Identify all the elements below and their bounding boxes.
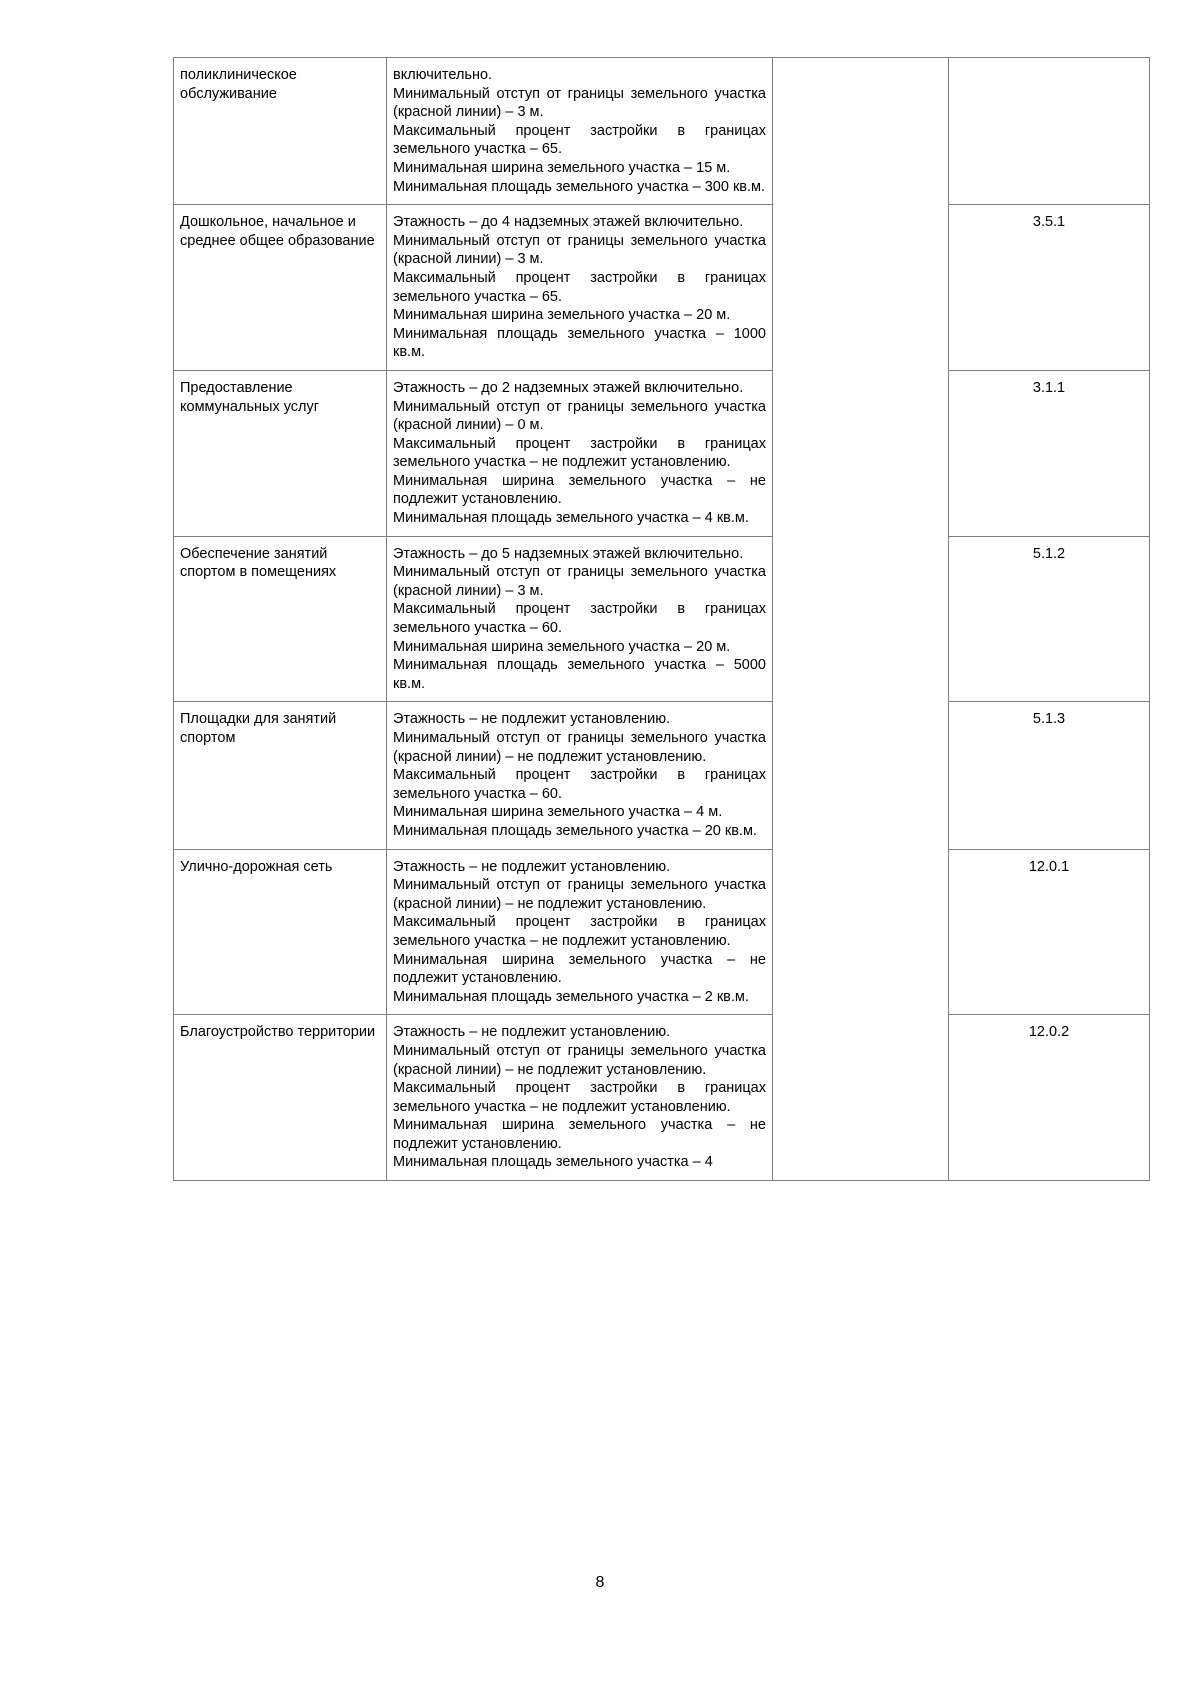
use-code-cell: 12.0.1 (949, 849, 1150, 1015)
empty-cell (773, 370, 949, 536)
land-use-name-cell: поликлиническое обслуживание (174, 58, 387, 205)
parameter-line: Минимальный отступ от границы земельного участка (красной линии) – 3 м. (393, 85, 766, 121)
land-use-name-cell: Предоставление коммунальных услуг (174, 370, 387, 536)
parameter-line: Максимальный процент застройки в границах земельного участка – не подлежит установлению. (393, 914, 766, 949)
parameter-line: Минимальная площадь земельного участка – 1000 кв.м. (393, 325, 766, 361)
table-row (174, 205, 1150, 371)
parameter-line: Этажность – не подлежит установлению. (393, 1024, 671, 1041)
parameter-line: Минимальная ширина земельного участка – 20 м. (393, 307, 731, 324)
parameter-line: Максимальный процент застройки в границах земельного участка – 60. (393, 601, 766, 637)
parameters-cell (387, 58, 773, 205)
parameter-line: Минимальный отступ от границы земельного участка (красной линии) – 0 м. (393, 398, 766, 434)
parameter-line: Максимальный процент застройки в границах земельного участка – 65. (393, 269, 766, 305)
parameter-line: Этажность – до 4 надземных этажей включительно. (393, 214, 744, 231)
parameters-cell (387, 702, 773, 849)
parameter-line: Минимальный отступ от границы земельного участка (красной линии) – 3 м. (393, 564, 766, 599)
parameter-line: Минимальная ширина земельного участка – 4 м. (393, 804, 723, 821)
use-code-cell (949, 58, 1150, 205)
empty-cell (773, 536, 949, 702)
parameter-line: Этажность – не подлежит установлению. (393, 858, 671, 875)
parameters-cell (387, 849, 773, 1015)
table-row (174, 702, 1150, 849)
table-body (174, 58, 1150, 1181)
parameters-cell (387, 205, 773, 371)
use-code-cell: 5.1.2 (949, 536, 1150, 702)
parameter-line: Минимальная ширина земельного участка – не подлежит установлению. (393, 472, 766, 508)
parameter-line: Этажность – до 5 надземных этажей включительно. (393, 545, 744, 562)
zoning-parameters-table (173, 57, 1150, 1181)
parameter-line: Минимальная площадь земельного участка – 20 кв.м. (393, 822, 757, 839)
parameter-line: включительно. (393, 67, 493, 83)
parameter-line: Минимальный отступ от границы земельного участка (красной линии) – не подлежит установлению. (393, 877, 766, 912)
parameters-cell (387, 1015, 773, 1181)
empty-cell (773, 702, 949, 849)
land-use-name-cell: Улично-дорожная сеть (174, 849, 387, 1015)
parameters-cell (387, 370, 773, 536)
parameter-line: Минимальный отступ от границы земельного участка (красной линии) – не подлежит установлению. (393, 730, 766, 765)
table-row (174, 1015, 1150, 1181)
parameter-line: Этажность – не подлежит установлению. (393, 711, 671, 728)
parameter-line: Минимальная ширина земельного участка – 20 м. (393, 638, 731, 655)
parameter-line: Минимальная площадь земельного участка – 4 кв.м. (393, 510, 749, 527)
empty-cell (773, 205, 949, 371)
table-row (174, 849, 1150, 1015)
land-use-name-cell: Благоустройство территории (174, 1015, 387, 1181)
parameter-line: Максимальный процент застройки в границах земельного участка – 60. (393, 767, 766, 802)
table-row (174, 536, 1150, 702)
parameter-line: Максимальный процент застройки в границах земельного участка – 65. (393, 122, 766, 158)
parameter-line: Минимальная площадь земельного участка – 4 (393, 1154, 713, 1171)
parameter-line: Максимальный процент застройки в границах земельного участка – не подлежит установлению. (393, 435, 766, 471)
use-code-cell: 3.1.1 (949, 370, 1150, 536)
empty-cell (773, 58, 949, 205)
land-use-name-cell: Площадки для занятий спортом (174, 702, 387, 849)
parameter-line: Минимальный отступ от границы земельного участка (красной линии) – 3 м. (393, 232, 766, 268)
parameter-line: Минимальный отступ от границы земельного участка (красной линии) – не подлежит установлению. (393, 1042, 766, 1078)
use-code-cell: 5.1.3 (949, 702, 1150, 849)
page-number: 8 (595, 1574, 605, 1591)
land-use-name-cell: Дошкольное, начальное и среднее общее образование (174, 205, 387, 371)
parameter-line: Минимальная площадь земельного участка – 5000 кв.м. (393, 657, 766, 692)
parameter-line: Минимальная ширина земельного участка – не подлежит установлению. (393, 1117, 766, 1152)
parameter-line: Минимальная ширина земельного участка – 15 м. (393, 159, 731, 176)
use-code-cell: 3.5.1 (949, 205, 1150, 371)
parameter-line: Минимальная ширина земельного участка – не подлежит установлению. (393, 951, 766, 987)
parameter-line: Минимальная площадь земельного участка – 300 кв.м. (393, 178, 766, 195)
use-code-cell: 12.0.2 (949, 1015, 1150, 1181)
empty-cell (773, 849, 949, 1015)
empty-cell (773, 1015, 949, 1181)
table-row (174, 58, 1150, 205)
land-use-name-cell: Обеспечение занятий спортом в помещениях (174, 536, 387, 702)
table-row (174, 370, 1150, 536)
parameters-cell (387, 536, 773, 702)
parameter-line: Минимальная площадь земельного участка – 2 кв.м. (393, 988, 749, 1005)
parameter-line: Максимальный процент застройки в границах земельного участка – не подлежит установлению. (393, 1080, 766, 1115)
parameter-line: Этажность – до 2 надземных этажей включительно. (393, 379, 744, 396)
